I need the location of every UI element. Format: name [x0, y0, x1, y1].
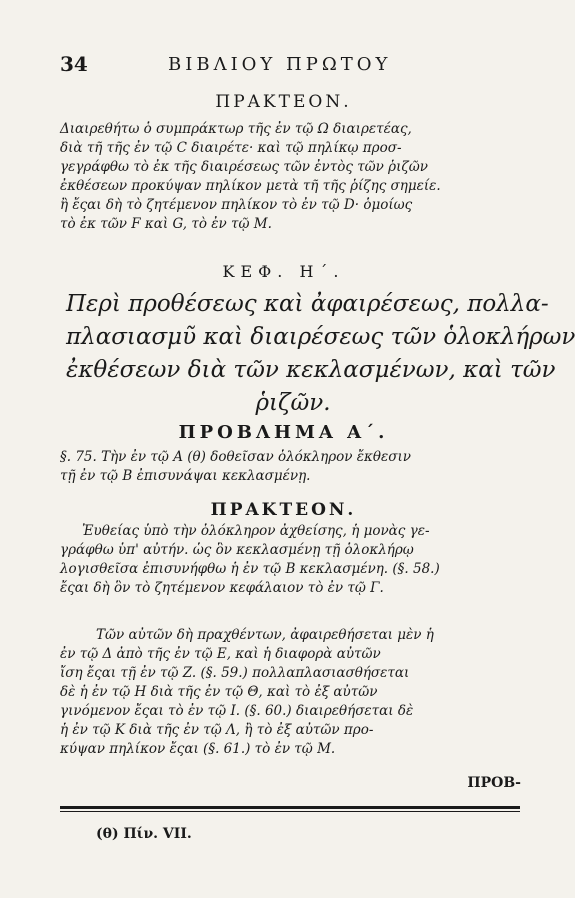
text-line: ἐν τῷ Δ ἀπὸ τῆς ἐν τῷ E, καὶ ἡ διαφορὰ αὐτῶν [60, 646, 381, 662]
title-line: πλασιασμῦ καὶ διαιρέσεως τῶν ὁλοκλήρων [66, 324, 575, 350]
text-line: §. 75. Τὴν ἐν τῷ A (θ) δοθεῖσαν ὁλόκληρον ἔκθεσιν [60, 449, 411, 465]
text-line: ἡ ἐν τῷ K διὰ τῆς ἐν τῷ Λ, ἢ τὸ ἐξ αὐτῶν προ- [60, 722, 374, 738]
text-line: Τῶν αὐτῶν δὴ πραχθέντων, ἀφαιρεθήσεται μὲν ἡ [96, 627, 434, 643]
page-number: 34 [60, 52, 88, 76]
text-line: ἔςαι δὴ ὃν τὸ ζητέμενον κεφάλαιον τὸ ἐν τῷ Γ. [60, 580, 384, 596]
text-line: γεγράφθω τὸ ἐκ τῆς διαιρέσεως τῶν ἐντὸς τῶν ῥιζῶν [60, 159, 428, 175]
chapter-title [66, 288, 575, 420]
title-line: ἐκθέσεων διὰ τῶν κεκλασμένων, καὶ τῶν [66, 357, 556, 383]
text-line: ἢ ἔςαι δὴ τὸ ζητέμενον πηλίκον τὸ ἐν τῷ D· ὁμοίως [60, 197, 413, 213]
text-line: ἴση ἔςαι τῇ ἐν τῷ Z. (§. 59.) πολλαπλασιασθήσεται [60, 665, 410, 681]
text-line: Ἐυθείας ὑπὸ τὴν ὁλόκληρον ἀχθείσης, ἡ μονὰς γε- [82, 523, 430, 539]
problem-heading: ΠΡΟΒΛΗΜΑ Α΄. [178, 422, 389, 443]
text-line: διὰ τῆ τῆς ἐν τῷ C διαιρέτε· καὶ τῷ πηλίκῳ προσ- [60, 140, 402, 156]
section-heading-praxis: ΠΡΑΚΤΕΟΝ. [215, 92, 352, 112]
title-line: ῥιζῶν. [255, 390, 331, 416]
footnote-divider [60, 806, 520, 812]
running-header [60, 52, 520, 82]
praxis-paragraph [60, 120, 520, 234]
title-line: Περὶ προθέσεως καὶ ἀφαιρέσεως, πολλα- [66, 291, 549, 317]
text-line: δὲ ἡ ἐν τῷ H διὰ τῆς ἐν τῷ Θ, καὶ τὸ ἐξ αὐτῶν [60, 684, 378, 700]
catchword: ΠΡΟΒ- [467, 775, 521, 791]
problem-statement [60, 448, 520, 486]
praxis-paragraph-1 [60, 522, 520, 598]
text-line: γινόμενον ἔςαι τὸ ἐν τῷ I. (§. 60.) διαιρεθήσεται δὲ [60, 703, 414, 719]
text-line: γράφθω ὑπ' αὐτήν. ὡς ὃν κεκλασμένῃ τῇ ὁλοκλήρῳ [60, 542, 414, 558]
section-heading-praxis-2: ΠΡΑΚΤΕΟΝ. [210, 500, 357, 520]
chapter-heading: ΚΕΦ. Η΄. [222, 262, 345, 281]
running-title: ΒΙΒΛΙΟΥ ΠΡΩΤΟΥ [168, 54, 392, 75]
praxis-paragraph-2 [60, 626, 520, 759]
text-line: λογισθεῖσα ἐπισυνήφθω ἡ ἐν τῷ B κεκλασμένη. (§. 58.) [60, 561, 440, 577]
text-line: Διαιρεθήτω ὁ συμπράκτωρ τῆς ἐν τῷ Ω διαιρετέας, [60, 121, 412, 137]
text-line: τὸ ἐκ τῶν F καὶ G, τὸ ἐν τῷ M. [60, 216, 272, 232]
text-line: ἐκθέσεων προκύψαν πηλίκον μετὰ τῆ τῆς ῥίζης σημείε. [60, 178, 441, 194]
footnote: (θ) Πίν. VII. [96, 826, 192, 842]
text-line: κύψαν πηλίκον ἔςαι (§. 61.) τὸ ἐν τῷ M. [60, 741, 336, 757]
text-line: τῇ ἐν τῷ B ἐπισυνάψαι κεκλασμένῃ. [60, 468, 311, 484]
